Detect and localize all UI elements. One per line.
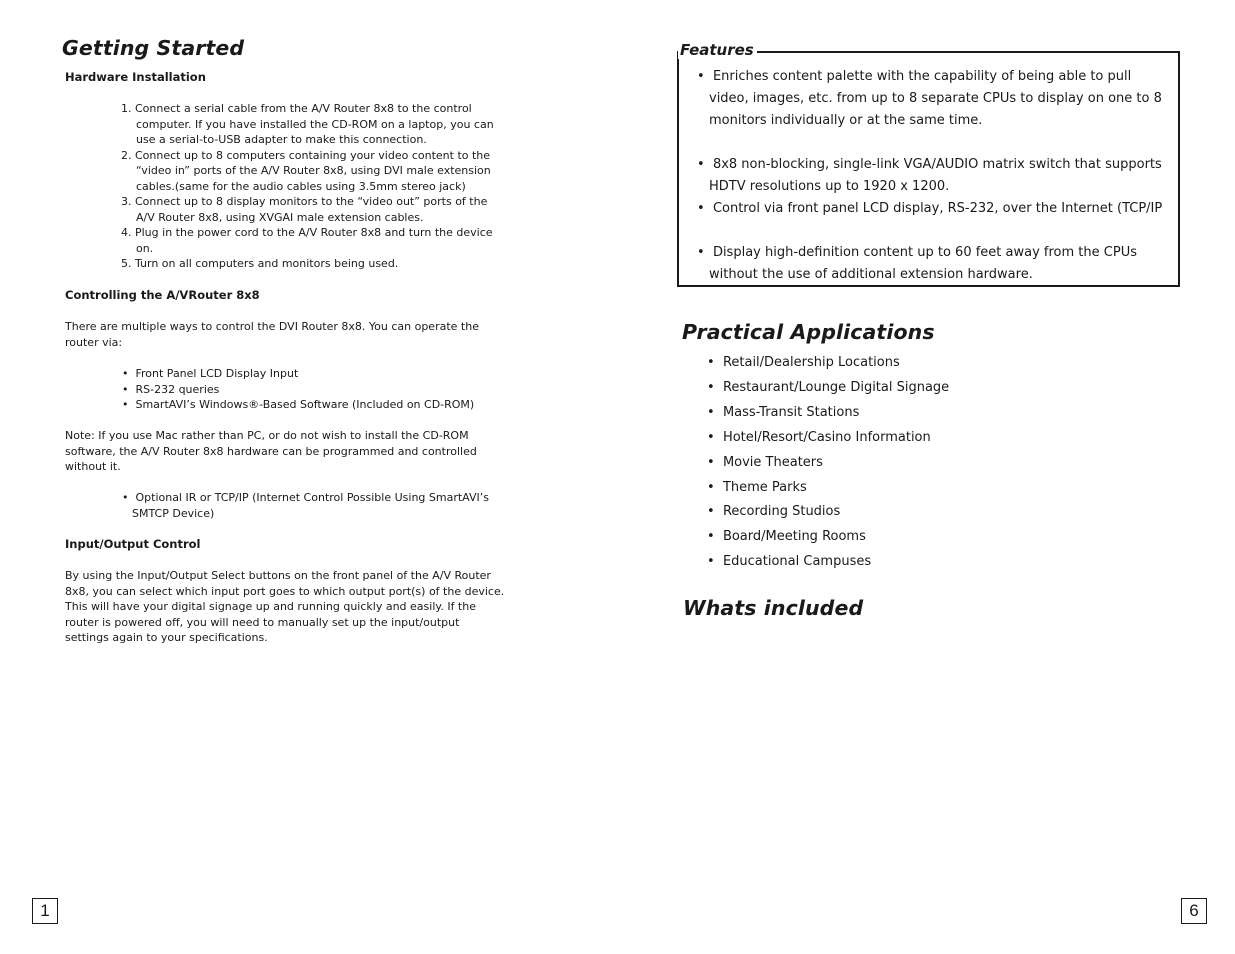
list-item: • Board/Meeting Rooms — [697, 525, 1097, 550]
list-item: 1. Connect a serial cable from the A/V Router 8x8 to the control computer. If you have installed the CD-ROM on a laptop, you can use a serial-to-USB adapter to make this connection. — [121, 102, 494, 146]
list-item: 4. Plug in the power cord to the A/V Router 8x8 and turn the device on. — [121, 226, 493, 255]
getting-started-title: Getting Started — [62, 36, 245, 60]
control-methods-list — [122, 366, 502, 413]
list-item: • Display high-definition content up to 60 feet away from the CPUs without the use of additional extension hardware. — [697, 242, 1167, 286]
list-item: • Restaurant/Lounge Digital Signage — [697, 376, 1097, 401]
list-item: 5. Turn on all computers and monitors being used. — [121, 257, 399, 270]
list-item: • Mass-Transit Stations — [697, 401, 1097, 426]
list-item: • SmartAVI’s Windows®-Based Software (Included on CD-ROM) — [122, 397, 502, 413]
list-item: • Movie Theaters — [697, 451, 1097, 476]
list-item: • Hotel/Resort/Casino Information — [697, 426, 1097, 451]
practical-applications-title: Practical Applications — [682, 320, 935, 344]
list-item: • Recording Studios — [697, 500, 1097, 525]
io-control-heading: Input/Output Control — [65, 537, 201, 551]
list-item: 2. Connect up to 8 computers containing your video content to the “video in” ports of the A/V Router 8x8, using DVI male extension cables.(same for the audio cables using 3.5mm stereo jack) — [121, 148, 491, 193]
controlling-heading: Controlling the A/VRouter 8x8 — [65, 288, 260, 302]
list-item: • RS-232 queries — [122, 382, 502, 398]
list-item: • Front Panel LCD Display Input — [122, 366, 502, 382]
list-item: • Enriches content palette with the capability of being able to pull video, images, etc. from up to 8 separate CPUs to display on one to 8 monitors individually or at the same time. — [697, 66, 1167, 132]
optional-control-list — [122, 490, 497, 521]
io-control-text: By using the Input/Output Select buttons on the front panel of the A/V Router 8x8, you can select which input port goes to which output port(s) of the device. This will have your digital signage up and running quickly and easily. If the router is powered off, you will need to manually set up the input/output settings again to your specifications. — [65, 569, 505, 644]
list-item: 3. Connect up to 8 display monitors to the “video out” ports of the A/V Router 8x8, using XVGAI male extension cables. — [121, 195, 488, 224]
applications-list — [697, 351, 1097, 575]
mac-note: Note: If you use Mac rather than PC, or do not wish to install the CD-ROM software, the A/V Router 8x8 hardware can be programmed and controlled without it. — [65, 429, 477, 473]
list-item: • 8x8 non-blocking, single-link VGA/AUDIO matrix switch that supports HDTV resolutions up to 1920 x 1200. — [697, 154, 1167, 198]
controlling-intro: There are multiple ways to control the DVI Router 8x8. You can operate the router via: — [65, 320, 479, 349]
page-number-left: 1 — [32, 898, 58, 924]
list-item: • Retail/Dealership Locations — [697, 351, 1097, 376]
page-number-right: 6 — [1181, 898, 1207, 924]
features-list — [697, 66, 1167, 286]
hardware-steps-list — [121, 101, 501, 272]
list-item: • Educational Campuses — [697, 550, 1097, 575]
features-label: Features — [678, 41, 757, 59]
list-item: • Control via front panel LCD display, RS-232, over the Internet (TCP/IP — [697, 198, 1167, 220]
list-item: • Optional IR or TCP/IP (Internet Control Possible Using SmartAVI’s SMTCP Device) — [122, 490, 497, 521]
hardware-installation-heading: Hardware Installation — [65, 70, 206, 84]
whats-included-title: Whats included — [683, 596, 864, 620]
list-item: • Theme Parks — [697, 476, 1097, 501]
